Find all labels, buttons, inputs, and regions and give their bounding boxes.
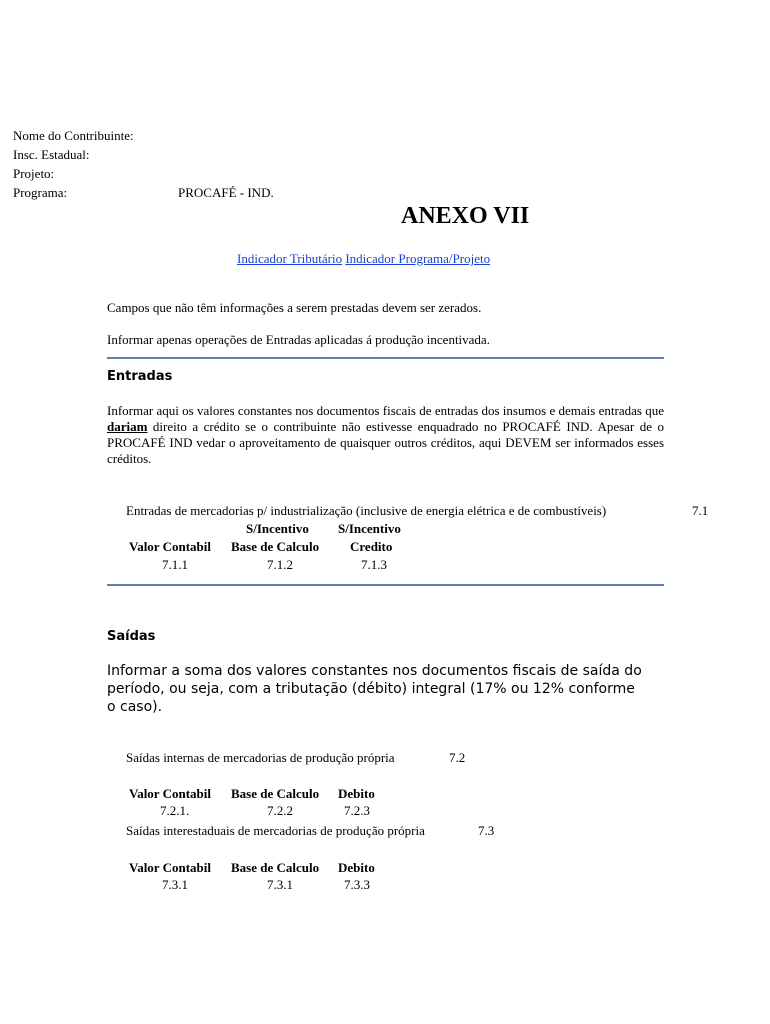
interestaduais-col-debito: Debito (338, 860, 375, 875)
programa-label: Programa: (13, 185, 68, 200)
entradas-col-top-2: S/Incentivo (338, 521, 401, 536)
insc-estadual-label: Insc. Estadual: (13, 147, 90, 162)
indicador-tributario-link[interactable]: Indicador Tributário (237, 251, 343, 266)
note-zerados: Campos que não têm informações a serem prestadas devem ser zerados. (107, 300, 482, 315)
entradas-col-base: Base de Calculo (231, 539, 320, 554)
entradas-line-code: 7.1 (692, 503, 709, 518)
saidas-internas-code: 7.2 (449, 750, 466, 765)
entradas-para-before: Informar aqui os valores constantes nos documentos fiscais de entradas dos insumos e demais entradas que (107, 403, 664, 418)
saidas-internas-label: Saídas internas de mercadorias de produção própria (126, 750, 395, 765)
internas-code-3: 7.2.3 (344, 803, 370, 818)
interestaduais-code-1: 7.3.1 (162, 877, 188, 892)
entradas-col-valor: Valor Contabil (129, 539, 211, 554)
projeto-label: Projeto: (13, 166, 55, 181)
divider-top (107, 357, 664, 359)
entradas-col-credito: Credito (350, 539, 393, 554)
entradas-code-2: 7.1.2 (267, 557, 293, 572)
entradas-code-1: 7.1.1 (162, 557, 188, 572)
programa-value: PROCAFÉ - IND. (178, 185, 274, 200)
entradas-paragraph (107, 403, 664, 467)
entradas-heading: Entradas (107, 369, 173, 384)
entradas-line-label: Entradas de mercadorias p/ industrialização (inclusive de energia elétrica e de combustíveis) (126, 503, 607, 518)
internas-code-1: 7.2.1. (160, 803, 190, 818)
entradas-para-after: direito a crédito se o contribuinte não estivesse enquadrado no PROCAFÉ IND. Apesar de o PROCAFÉ IND vedar o aproveitamento de quaisquer outros créditos, aqui DEVEM ser informados esses créditos. (107, 419, 664, 466)
internas-col-debito: Debito (338, 786, 375, 801)
saidas-paragraph: Informar a soma dos valores constantes nos documentos fiscais de saída do período, ou seja, com a tributação (débito) integral (17% ou 12% conforme o caso). (107, 663, 642, 715)
internas-code-2: 7.2.2 (267, 803, 293, 818)
indicator-links (237, 251, 490, 267)
internas-col-valor: Valor Contabil (129, 786, 211, 801)
internas-col-base: Base de Calculo (231, 786, 320, 801)
saidas-heading: Saídas (107, 629, 156, 644)
entradas-para-emph: dariam (107, 419, 148, 434)
interestaduais-code-2: 7.3.1 (267, 877, 293, 892)
note-entradas-aplicadas: Informar apenas operações de Entradas aplicadas á produção incentivada. (107, 332, 490, 347)
entradas-col-top-1: S/Incentivo (246, 521, 309, 536)
entradas-code-3: 7.1.3 (361, 557, 387, 572)
contribuinte-label: Nome do Contribuinte: (13, 128, 134, 143)
interestaduais-code-3: 7.3.3 (344, 877, 370, 892)
interestaduais-col-base: Base de Calculo (231, 860, 320, 875)
divider-middle (107, 584, 664, 586)
indicador-programa-link[interactable]: Indicador Programa/Projeto (345, 251, 491, 266)
page-title: ANEXO VII (401, 203, 530, 229)
interestaduais-col-valor: Valor Contabil (129, 860, 211, 875)
saidas-interestaduais-code: 7.3 (478, 823, 495, 838)
saidas-interestaduais-label: Saídas interestaduais de mercadorias de produção própria (126, 823, 425, 838)
